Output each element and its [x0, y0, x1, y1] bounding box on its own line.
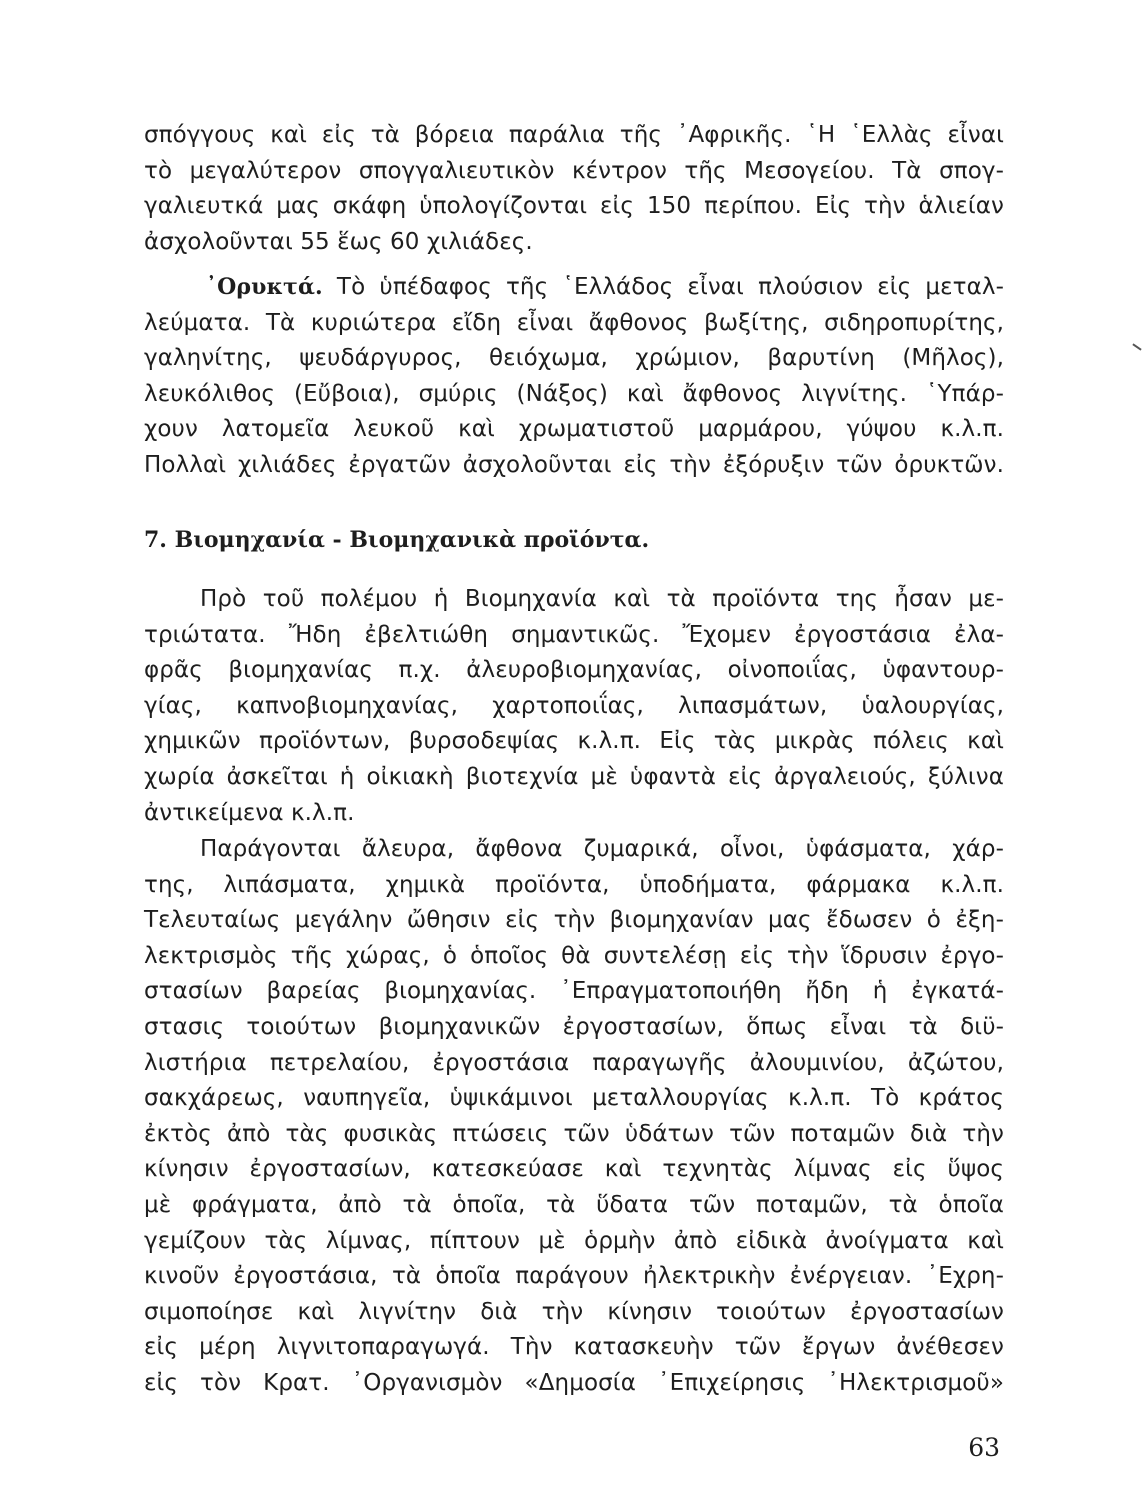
text-line: χουν λατομεῖα λευκοῦ καὶ χρωματιστοῦ μαρμάρου, γύψου κ.λ.π.: [144, 416, 1004, 443]
paragraph-minerals: [144, 270, 1004, 484]
text-line: ἀντικείμενα κ.λ.π.: [144, 799, 355, 826]
text-line: γεμίζουν τὰς λίμνας, πίπτουν μὲ ὁρμὴν ἀπὸ εἰδικὰ ἀνοίγματα καὶ: [144, 1227, 1004, 1254]
text-line: λεκτρισμὸς τῆς χώρας, ὁ ὁποῖος θὰ συντελέσῃ εἰς τὴν ἵδρυσιν ἐργο-: [144, 942, 1004, 969]
text-line: σιμοποίησε καὶ λιγνίτην διὰ τὴν κίνησιν τοιούτων ἐργοστασίων: [144, 1298, 1004, 1325]
text-line: γαληνίτης, ψευδάργυρος, θειόχωμα, χρώμιον, βαρυτίνη (Μῆλος),: [144, 345, 1004, 372]
text-line: λεύματα. Τὰ κυριώτερα εἴδη εἶναι ἄφθονος βωξίτης, σιδηροπυρίτης,: [144, 309, 1004, 336]
paragraph-sponges: [144, 118, 1004, 260]
text-line: γίας, καπνοβιομηχανίας, χαρτοποιΐας, λιπασμάτων, ὑαλουργίας,: [144, 692, 1004, 719]
text-line: ἀσχολοῦνται 55 ἕως 60 χιλιάδες.: [144, 228, 533, 255]
text-line: Πρὸ τοῦ πολέμου ἡ Βιομηχανία καὶ τὰ προϊόντα της ἦσαν με-: [200, 586, 1004, 612]
text-line: φρᾶς βιομηχανίας π.χ. ἀλευροβιομηχανίας, οἰνοποιΐας, ὑφαντουρ-: [144, 657, 1004, 684]
text-line: τὸ μεγαλύτερον σπογγαλιευτικὸν κέντρον τῆς Μεσογείου. Τὰ σπογ-: [144, 157, 1004, 184]
section-heading: 7. Βιομηχανία - Βιομηχανικὰ προϊόντα.: [144, 527, 650, 553]
text-line: μὲ φράγματα, ἀπὸ τὰ ὁποῖα, τὰ ὕδατα τῶν ποταμῶν, τὰ ὁποῖα: [144, 1191, 1004, 1218]
text-line: εἰς μέρη λιγνιτοπαραγωγά. Τὴν κατασκευὴν τῶν ἔργων ἀνέθεσεν: [144, 1334, 1004, 1361]
minerals-lead: ᾿Ορυκτά.: [206, 274, 323, 300]
text-line: χωρία ἀσκεῖται ἡ οἰκιακὴ βιοτεχνία μὲ ὑφαντὰ εἰς ἀργαλειούς, ξύλινα: [144, 763, 1004, 790]
paragraph-industry-intro: [144, 582, 1004, 831]
text-line: εἰς τὸν Κρατ. ᾿Οργανισμὸν «Δημοσία ᾿Επιχείρησις ᾿Ηλεκτρισμοῦ»: [144, 1369, 1004, 1396]
text-line: χημικῶν προϊόντων, βυρσοδεψίας κ.λ.π. Εἰς τὰς μικρὰς πόλεις καὶ: [144, 728, 1004, 755]
text-line: στασις τοιούτων βιομηχανικῶν ἐργοστασίων, ὅπως εἶναι τὰ διϋ-: [144, 1013, 1004, 1040]
text-line: γαλιευτκά μας σκάφη ὑπολογίζονται εἰς 150 περίπου. Εἰς τὴν ἁλιείαν: [144, 193, 1004, 220]
page-number: 63: [968, 1433, 1000, 1462]
text-line: Πολλαὶ χιλιάδες ἐργατῶν ἀσχολοῦνται εἰς τὴν ἐξόρυξιν τῶν ὀρυκτῶν.: [144, 451, 1004, 478]
text-line: λευκόλιθος (Εὔβοια), σμύρις (Νάξος) καὶ ἄφθονος λιγνίτης. ῾Υπάρ-: [144, 380, 1004, 407]
text-line: ἐκτὸς ἀπὸ τὰς φυσικὰς πτώσεις τῶν ὑδάτων τῶν ποταμῶν διὰ τὴν: [144, 1120, 1004, 1147]
text-line: Παράγονται ἄλευρα, ἄφθονα ζυμαρικά, οἶνοι, ὑφάσματα, χάρ-: [200, 836, 1004, 862]
text-line: Τελευταίως μεγάλην ὤθησιν εἰς τὴν βιομηχανίαν μας ἔδωσεν ὁ ἐξη-: [144, 907, 1004, 934]
text-line: σπόγγους καὶ εἰς τὰ βόρεια παράλια τῆς ᾿Αφρικῆς. ῾Η ῾Ελλὰς εἶναι: [144, 122, 1004, 148]
text-line: τριώτατα. Ἤδη ἐβελτιώθη σημαντικῶς. Ἔχομεν ἐργοστάσια ἐλα-: [144, 621, 1004, 648]
text-line: κινοῦν ἐργοστάσια, τὰ ὁποῖα παράγουν ἠλεκτρικὴν ἐνέργειαν. ᾿Εχρη-: [144, 1263, 1004, 1290]
minerals-first-line: Τὸ ὑπέδαφος τῆς ῾Ελλάδος εἶναι πλούσιον εἰς μεταλ-: [322, 274, 1004, 300]
paragraph-industry-products: [144, 832, 1004, 1402]
text-line: λιστήρια πετρελαίου, ἐργοστάσια παραγωγῆς ἀλουμινίου, ἀζώτου,: [144, 1049, 1004, 1076]
text-line: σακχάρεως, ναυπηγεῖα, ὑψικάμινοι μεταλλουργίας κ.λ.π. Τὸ κράτος: [144, 1085, 1004, 1112]
scan-mark: [1132, 343, 1141, 350]
text-line: κίνησιν ἐργοστασίων, κατεσκεύασε καὶ τεχνητὰς λίμνας εἰς ὕψος: [144, 1156, 1004, 1183]
text-line: της, λιπάσματα, χημικὰ προϊόντα, ὑποδήματα, φάρμακα κ.λ.π.: [144, 871, 1004, 898]
text-line: στασίων βαρείας βιομηχανίας. ᾿Επραγματοποιήθη ἤδη ἡ ἐγκατά-: [144, 978, 1004, 1005]
text-line: [144, 270, 1004, 306]
